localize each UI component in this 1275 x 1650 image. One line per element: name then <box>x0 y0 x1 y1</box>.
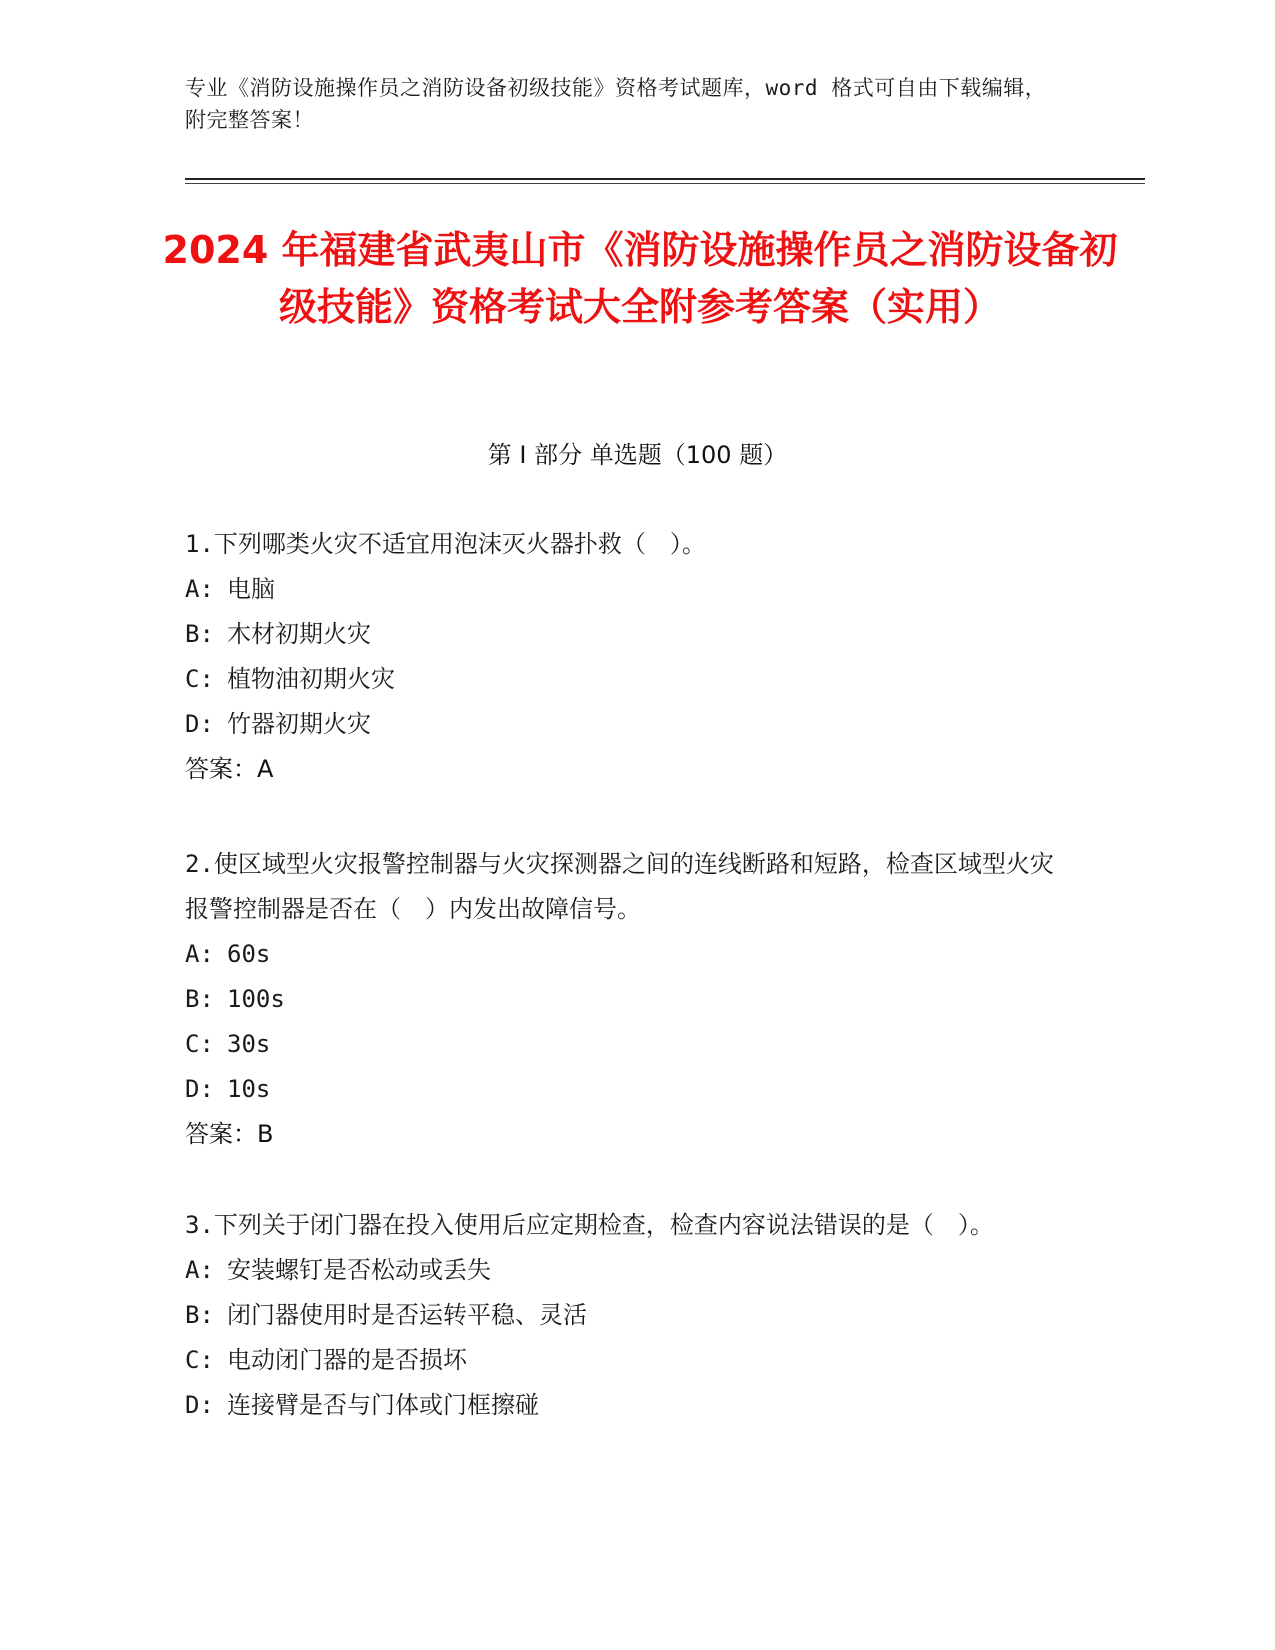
option-letter: A: <box>185 1256 214 1284</box>
option-letter: C: <box>185 1030 214 1058</box>
option-d <box>185 702 1065 747</box>
option-c <box>185 657 1065 702</box>
option-text: 闭门器使用时是否运转平稳、灵活 <box>227 1301 587 1329</box>
header-divider-thin <box>185 183 1145 184</box>
option-a <box>185 932 1065 977</box>
question-stem: 2.使区域型火灾报警控制器与火灾探测器之间的连线断路和短路，检查区域型火灾报警控制器是否在（ ）内发出故障信号。 <box>185 850 1054 923</box>
option-letter: D: <box>185 1391 214 1419</box>
option-letter: A: <box>185 575 214 603</box>
document-title: 2024 年福建省武夷山市《消防设施操作员之消防设备初级技能》资格考试大全附参考答案（实用） <box>162 228 1118 329</box>
header-divider <box>185 178 1145 180</box>
option-letter: A: <box>185 940 214 968</box>
question-2 <box>185 842 1065 1157</box>
option-text: 安装螺钉是否松动或丢失 <box>227 1256 491 1284</box>
option-letter: D: <box>185 1075 214 1103</box>
question-stem: 3.下列关于闭门器在投入使用后应定期检查，检查内容说法错误的是（ ）。 <box>185 1211 994 1239</box>
option-b <box>185 612 1065 657</box>
option-b <box>185 1293 1065 1338</box>
option-text: 100s <box>227 985 285 1013</box>
option-b <box>185 977 1065 1022</box>
option-text: 植物油初期火灾 <box>227 665 395 693</box>
option-text: 连接臂是否与门体或门框擦碰 <box>227 1391 539 1419</box>
option-c <box>185 1338 1065 1383</box>
option-d <box>185 1067 1065 1112</box>
header-note: 专业《消防设施操作员之消防设备初级技能》资格考试题库，word 格式可自由下载编辑，附完整答案！ <box>185 76 1047 132</box>
option-c <box>185 1022 1065 1067</box>
option-text: 电动闭门器的是否损坏 <box>227 1346 467 1374</box>
option-letter: D: <box>185 710 214 738</box>
option-a <box>185 567 1065 612</box>
option-letter: B: <box>185 1301 214 1329</box>
option-text: 电脑 <box>227 575 275 603</box>
option-text: 60s <box>227 940 271 968</box>
option-text: 30s <box>227 1030 271 1058</box>
answer-line: 答案：A <box>185 755 274 783</box>
option-a <box>185 1248 1065 1293</box>
option-letter: B: <box>185 620 214 648</box>
option-letter: C: <box>185 665 214 693</box>
option-text: 竹器初期火灾 <box>227 710 371 738</box>
answer-line: 答案：B <box>185 1120 274 1148</box>
option-text: 10s <box>227 1075 271 1103</box>
option-letter: B: <box>185 985 214 1013</box>
option-d <box>185 1383 1065 1428</box>
question-1 <box>185 522 1065 792</box>
section-heading: 第 I 部分 单选题（100 题） <box>487 441 788 469</box>
option-letter: C: <box>185 1346 214 1374</box>
option-text: 木材初期火灾 <box>227 620 371 648</box>
question-3 <box>185 1203 1065 1428</box>
question-stem: 1.下列哪类火灾不适宜用泡沫灭火器扑救（ ）。 <box>185 530 706 558</box>
